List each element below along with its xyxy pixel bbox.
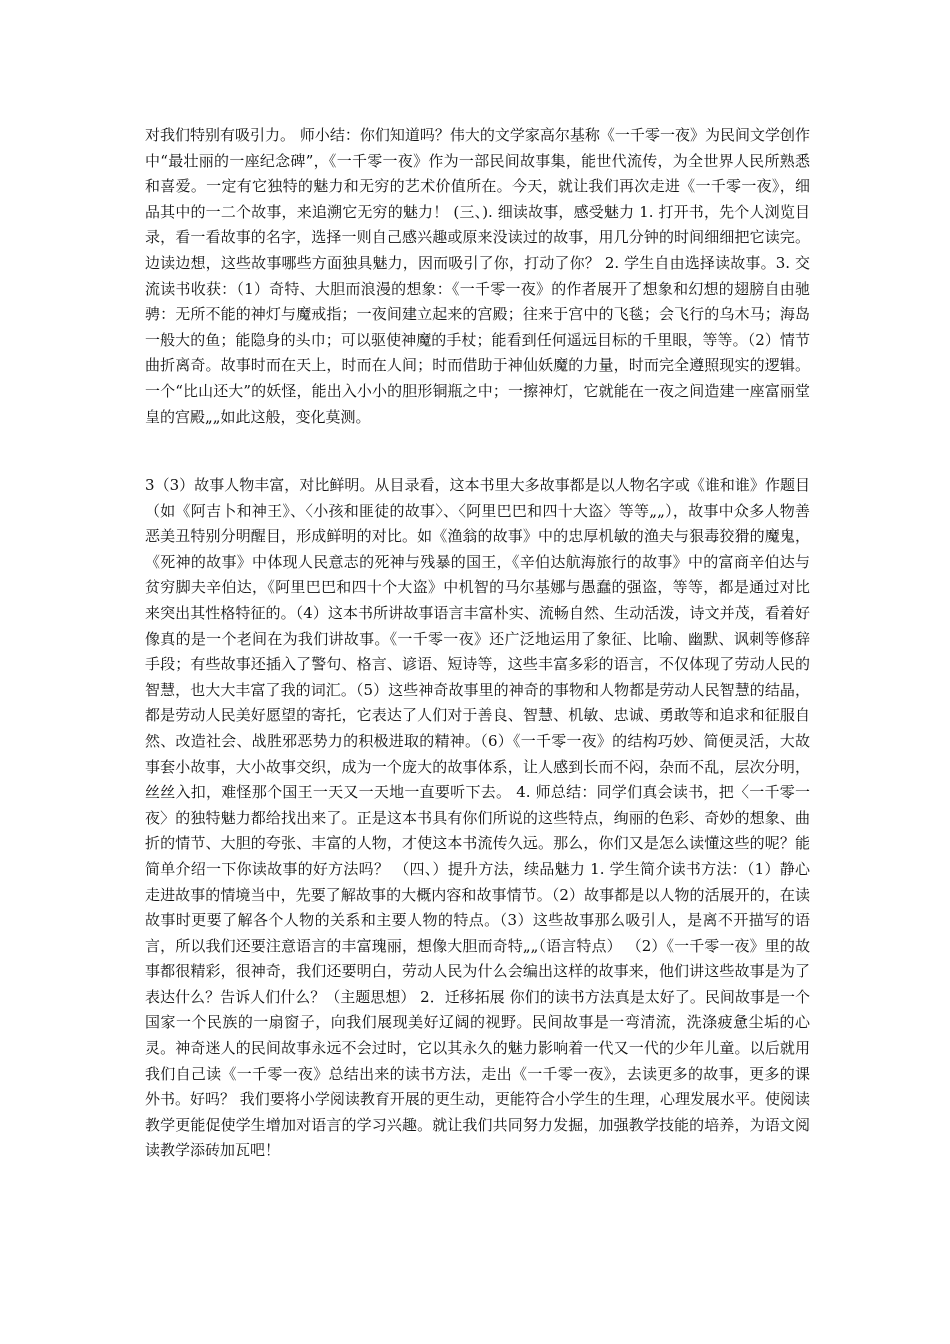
paragraph-story-analysis: 3（3）故事人物丰富，对比鲜明。从目录看，这本书里大多故事都是以人物名字或《谁和谁》作题目（如《阿吉卜和神王》、〈小孩和匪徒的故事〉、〈阿里巴巴和四十大盗〉等等„„），故事中众多人物善恶美丑特别分明醒目，形成鲜明的对比。如《渔翁的故事》中的忠厚机敏的渔夫与狠毒狡猾的魔鬼，《死神的故事》中体现人民意志的死神与残暴的国王，《辛伯达航海旅行的故事》中的富商辛伯达与贫穷脚夫辛伯达，《阿里巴巴和四十个大盗》中机智的马尔基娜与愚蠢的强盗，等等，都是通过对比来突出其性格特征的。（4）这本书所讲故事语言丰富朴实、流畅自然、生动活泼，诗文并茂，看着好像真的是一个老间在为我们讲故事。《一千零一夜》还广泛地运用了象征、比喻、幽默、讽刺等修辞手段；有些故事还插入了警句、格言、谚语、短诗等，这些丰富多彩的语言，不仅体现了劳动人民的智慧，也大大丰富了我的词汇。（5）这些神奇故事里的神奇的事物和人物都是劳动人民智慧的结晶，都是劳动人民美好愿望的寄托，它表达了人们对于善良、智慧、机敏、忠诚、勇敢等和追求和征服自然、改造社会、战胜邪恶势力的积极进取的精神。（6）《一千零一夜》的结构巧妙、简便灵活，大故事套小故事，大小故事交织，成为一个庞大的故事体系，让人感到长而不闷，杂而不乱，层次分明，丝丝入扣，难怪那个国王一天又一天地一直要听下去。 4. 师总结：同学们真会读书，把〈一千零一夜〉的独特魅力都给找出来了。正是这本书具有你们所说的这些特点，绚丽的色彩、奇妙的想象、曲折的情节、大胆的夸张、丰富的人物，才使这本书流传久远。那么，你们又是怎么读懂这些的呢？能简单介绍一下你读故事的好方法吗？ （四、）提升方法，续品魅力 1. 学生简介读书方法：（1）静心走进故事的情境当中，先要了解故事的大概内容和故事情节。（2）故事都是以人物的活展开的，在读故事时更要了解各个人物的关系和主要人物的特点。（3）这些故事那么吸引人，是离不开描写的语言，所以我们还要注意语言的丰富瑰丽，想像大胆而奇特„„（语言特点） （2）《一千零一夜》里的故事都很精彩，很神奇，我们还要明白，劳动人民为什么会编出这样的故事来，他们讲这些故事是为了表达什么？告诉人们什么？（主题思想） 2．迁移拓展 你们的读书方法真是太好了。民间故事是一个国家一个民族的一扇窗子，向我们展现美好辽阔的视野。民间故事是一弯清流，洗涤疲惫尘垢的心灵。神奇迷人的民间故事永远不会过时，它以其永久的魅力影响着一代又一代的少年儿童。以后就用我们自己读《一千零一夜》总结出来的读书方法，走出《一千零一夜》，去读更多的故事，更多的课外书。好吗？ 我们要将小学阅读教育开展的更生动，更能符合小学生的生理，心理发展水平。使阅读教学更能促使学生增加对语言的学习兴趣。就让我们共同努力发掘，加强教学技能的培养，为语文阅读教学添砖加瓦吧！ [145,476,810,1160]
paragraph-reading-strategy: 对我们特别有吸引力。 师小结：你们知道吗？伟大的文学家高尔基称《一千零一夜》为民间文学创作中“最壮丽的一座纪念碑”，《一千零一夜》作为一部民间故事集，能世代流传，为全世界人民所熟悉和喜爱。一定有它独特的魅力和无穷的艺术价值所在。今天，就让我们再次走进《一千零一夜》，细品其中的一二个故事，来追溯它无穷的魅力！ (三、). 细读故事，感受魅力 1. 打开书，先个人浏览目录，看一看故事的名字，选择一则自己感兴趣或原来没读过的故事，用几分钟的时间细细把它读完。边读边想，这些故事哪些方面独具魅力，因而吸引了你，打动了你？ 2. 学生自由选择读故事。3. 交流读书收获：（1）奇特、大胆而浪漫的想象：《一千零一夜》的作者展开了想象和幻想的翅膀自由驰骋：无所不能的神灯与魔戒指；一夜间建立起来的宫殿；往来于宫中的飞毯；会飞行的乌木马；海岛一般大的鱼；能隐身的头巾；可以驱使神魔的手杖；能看到任何遥远目标的千里眼，等等。（2）情节曲折离奇。故事时而在天上，时而在人间；时而借助于神仙妖魔的力量，时而完全遵照现实的逻辑。一个“比山还大”的妖怪，能出入小小的胆形铜瓶之中；一擦神灯，它就能在一夜之间造建一座富丽堂皇的宫殿„„如此这般，变化莫测。 [145,126,810,426]
